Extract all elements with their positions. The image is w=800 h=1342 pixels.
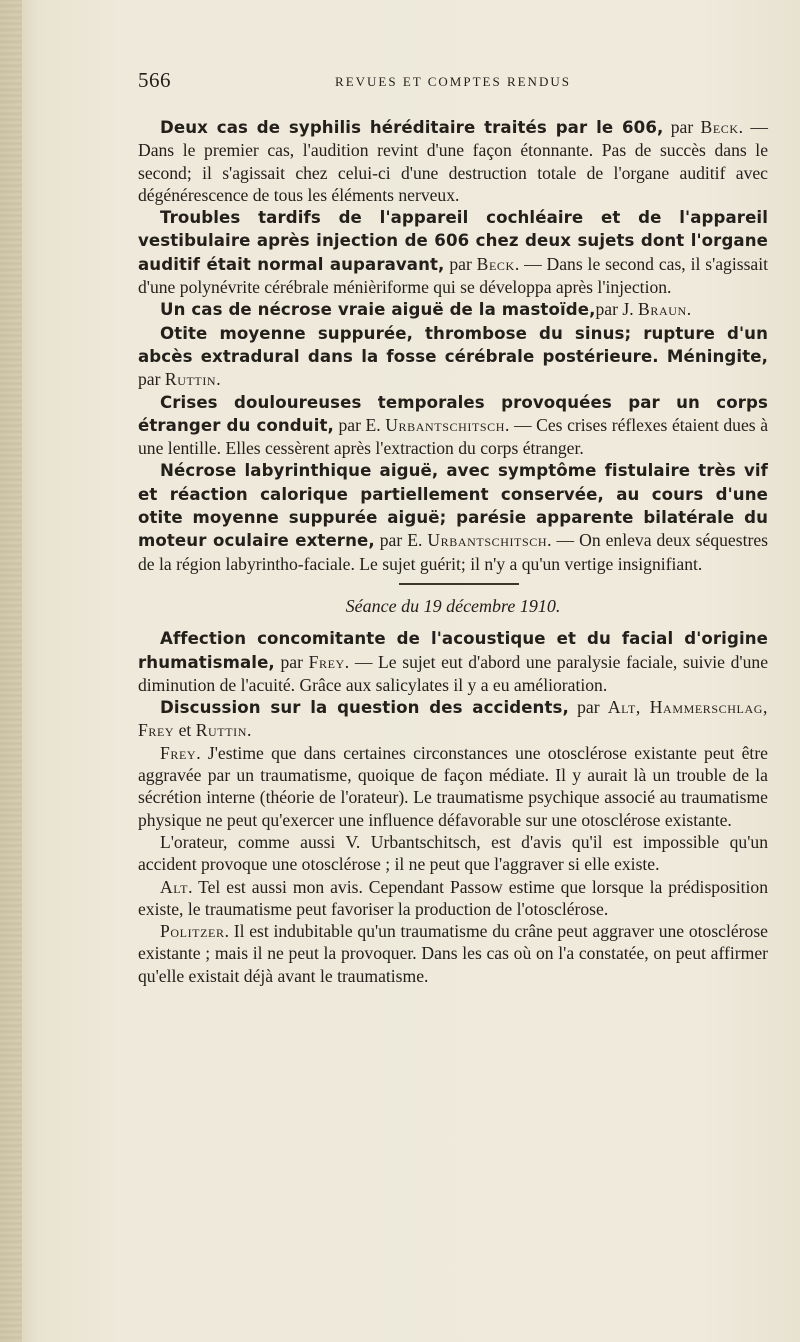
article-text: . — Ces crises réflexes étaient dues à une lentille. Elles cessèrent après l'extraction du corps étranger. [138,414,769,459]
article-author: Braun [638,299,687,320]
article-text: . [247,720,252,741]
seance-heading: Séance du 19 décembre 1910. [345,595,561,616]
article-author: Urbantschitsch [427,530,548,551]
article-title: Otite moyenne suppurée, thrombose du sinus; rupture d'un abcès extradural dans la fosse cérébrale postérieure. Méningite, [138,323,768,366]
article-title: Deux cas de syphilis héréditaire traités par le 606, [160,118,664,137]
article-author: Ruttin [164,369,217,390]
section-divider [399,583,519,585]
discussion-politzer [138,920,768,987]
article-text: . — On enleva deux séquestres de la région labyrintho-faciale. Le sujet guérit; il n'y a qu'un vertige insignifiant. [138,530,768,574]
article-1: Deux cas de syphilis héréditaire traités par le 606, par Beck. — Dans le premier cas, l'audition revint d'une façon étonnante. Pas de succès dans le second; il s'agissait chez celui-ci d'une destruction totale de l'organe auditif avec dégénérescence de tous les éléments nerveux. [138,117,768,205]
article-7: Affection concomitante de l'acoustique et du facial d'origine rhumatismale, par Frey. — Le sujet eut d'abord une paralysie faciale, suivie d'une diminution de l'acuité. Grâce aux salicylates il y a eu amélioration. [138,629,769,695]
article-8: Discussion sur la question des accidents, par Alt, Hammerschlag, Frey et Ruttin. [138,697,768,741]
discussion-text: . Il est indubitable qu'un traumatisme du crâne peut aggraver une otosclérose existante ; mais il ne peut la provoquer. Dans les cas où on l'a constatée, on peut affirmer qu'elle existait déjà avant le traumatisme. [138,921,768,986]
speaker-name: Alt [160,876,189,897]
article-text: . — Dans le second cas, il s'agissait d'une polynévrite cérébrale ménièriforme qui se développa après l'injection. [138,253,769,298]
article-text: . [216,369,221,390]
article-author: Beck [476,253,515,274]
discussion-text: . Tel est aussi mon avis. Cependant Passow estime que lorsque la prédisposition existe, le traumatisme peut favoriser la production de l'otosclérose. [138,876,768,919]
article-title: Un cas de nécrose vraie aiguë de la mastoïde, [160,300,596,320]
discussion-text: L'orateur, comme aussi V. Urbantschitsch, est d'avis qu'il est impossible qu'un accident provoque une otosclérose ; il ne peut que l'aggraver si elle existe. [138,831,768,875]
article-3: Un cas de nécrose vraie aiguë de la mastoïde,par J. Braun. [160,299,692,320]
discussion-alt [138,876,768,921]
binding-gutter [0,0,22,1342]
article-2: Troubles tardifs de l'appareil cochléaire et de l'appareil vestibulaire après injection de 606 chez deux sujets dont l'organe auditif était normal auparavant, par Beck. — Dans le second cas, il s'agissait d'une polynévrite cérébrale ménièriforme qui se développa après l'injection. [138,208,769,298]
article-title: Affection concomitante de l'acoustique et du facial d'origine rhumatismale, [138,629,768,672]
article-title: Nécrose labyrinthique aiguë, avec symptôme fistulaire très vif et réaction calorique partiellement conservée, au cours d'une otite moyenne suppurée aiguë; parésie apparente bilatérale du moteur oculaire externe, [138,461,768,551]
article-author: Urbantschitsch [385,414,506,435]
page-header [138,68,768,98]
article-author: Alt, Hammerschlag, Frey [138,697,768,741]
article-title: Discussion sur la question des accidents, [160,698,569,718]
discussion-frey [138,742,768,831]
article-text: . — Le sujet eut d'abord une paralysie faciale, suivie d'une diminution de l'acuité. Grâce aux salicylates il y a eu amélioration. [138,651,769,695]
article-author: Frey [308,651,345,672]
discussion-text: . J'estime que dans certaines circonstances une otosclérose existante peut être aggravée par un traumatisme, quoique de façon médiate. Il y aurait là un trouble de la sécrétion interne (théorie de l'orateur). Le traumatisme psychique associé au traumatisme physique ne peut qu'exercer une influence défavorable sur une otosclérose existante. [138,742,768,830]
page-body [138,116,768,987]
article-title: Crises douloureuses temporales provoquées par un corps étranger du conduit, [138,392,768,435]
article-author: Beck [700,117,739,137]
article-5: Crises douloureuses temporales provoquées par un corps étranger du conduit, par E. Urbantschitsch. — Ces crises réflexes étaient dues à une lentille. Elles cessèrent après l'extraction du corps étranger. [138,392,769,459]
page-number: 566 [138,68,171,92]
article-author: Ruttin [195,720,248,741]
article-title: Troubles tardifs de l'appareil cochléaire et de l'appareil vestibulaire après injection de 606 chez deux sujets dont l'organe auditif était normal auparavant, [138,208,768,274]
article-text: . [686,299,692,320]
article-4: Otite moyenne suppurée, thrombose du sinus; rupture d'un abcès extradural dans la fosse cérébrale postérieure. Méningite, par Ruttin. [138,323,768,390]
discussion-orateur [138,831,768,876]
speaker-name: Politzer [160,921,225,942]
speaker-name: Frey [160,742,197,763]
article-6: Nécrose labyrinthique aiguë, avec symptôme fistulaire très vif et réaction calorique partiellement conservée, au cours d'une otite moyenne suppurée aiguë; parésie apparente bilatérale du moteur oculaire externe, par E. Urbantschitsch. — On enleva deux séquestres de la région labyrintho-faciale. Le sujet guérit; il n'y a qu'un vertige insignifiant. [138,461,768,574]
article-text: . — Dans le premier cas, l'audition revint d'une façon étonnante. Pas de succès dans le second; il s'agissait chez celui-ci d'une destruction totale de l'organe auditif avec dégénérescence de tous les éléments nerveux. [138,117,768,205]
running-head: REVUES ET COMPTES RENDUS [335,74,571,89]
